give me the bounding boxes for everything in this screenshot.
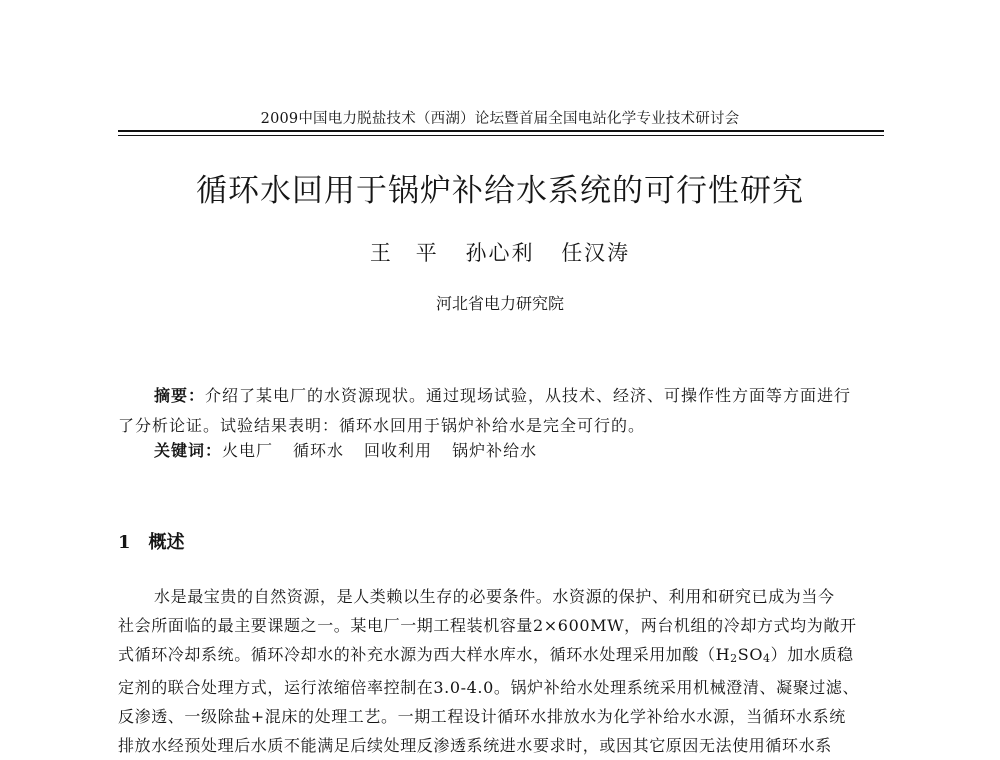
- subscript: 2: [730, 652, 738, 665]
- abstract-label: 摘要：: [154, 386, 206, 405]
- author-list: [0, 237, 1000, 267]
- author-name: 孙心利: [465, 241, 535, 265]
- paragraph-line: 水是最宝贵的自然资源，是人类赖以生存的必要条件。水资源的保护、利用和研究已成为当今: [154, 587, 835, 606]
- header-rule-thick: [118, 130, 884, 132]
- abstract: [118, 381, 884, 441]
- paper-title: 循环水回用于锅炉补给水系统的可行性研究: [196, 173, 804, 209]
- line-text: 式循环冷却系统。循环冷却水的补充水源为西大样水库水，循环水处理采用加酸（H: [118, 645, 731, 664]
- abstract-line: [118, 381, 884, 411]
- section-number: 1: [118, 532, 131, 553]
- affiliation: 河北省电力研究院: [435, 294, 564, 313]
- paragraph-line: 排放水经预处理后水质不能满足后续处理反渗透系统进水要求时，或因其它原因无法使用循环水系: [118, 736, 832, 755]
- keywords-label: 关键词：: [154, 441, 223, 460]
- keyword: 回收利用: [364, 441, 433, 460]
- keyword-list: [222, 441, 557, 460]
- author-name: 任汉涛: [561, 241, 631, 265]
- keyword: 火电厂: [222, 441, 274, 460]
- abstract-text: 介绍了某电厂的水资源现状。通过现场试验，从技术、经济、可操作性方面等方面进行: [205, 386, 852, 405]
- line-text: ）加水质稳: [770, 645, 854, 664]
- header-rule-thin: [118, 135, 884, 136]
- paragraph-line: [118, 640, 884, 673]
- paragraph-line: 反渗透、一级除盐+混床的处理工艺。一期工程设计循环水排放水为化学补给水水源，当循环水系统: [118, 707, 846, 726]
- paragraph-line: 社会所面临的最主要课题之一。某电厂一期工程装机容量2×600MW，两台机组的冷却方式均为敞开: [118, 616, 857, 635]
- conference-header: 2009中国电力脱盐技术（西湖）论坛暨首届全国电站化学专业技术研讨会: [260, 111, 740, 127]
- keywords: [154, 438, 557, 461]
- body-text: [118, 582, 884, 760]
- keyword: 锅炉补给水: [452, 441, 538, 460]
- subscript: 4: [763, 652, 771, 665]
- author-name: 王 平: [369, 241, 439, 265]
- paragraph-line: 定剂的联合处理方式，运行浓缩倍率控制在3.0-4.0。锅炉补给水处理系统采用机械澄清、凝聚过滤、: [118, 678, 860, 697]
- formula-part: SO: [737, 645, 764, 664]
- section-title: 概述: [148, 532, 185, 553]
- section-heading: [118, 528, 185, 554]
- abstract-line: 了分析论证。试验结果表明：循环水回用于锅炉补给水是完全可行的。: [118, 416, 646, 435]
- keyword: 循环水: [293, 441, 345, 460]
